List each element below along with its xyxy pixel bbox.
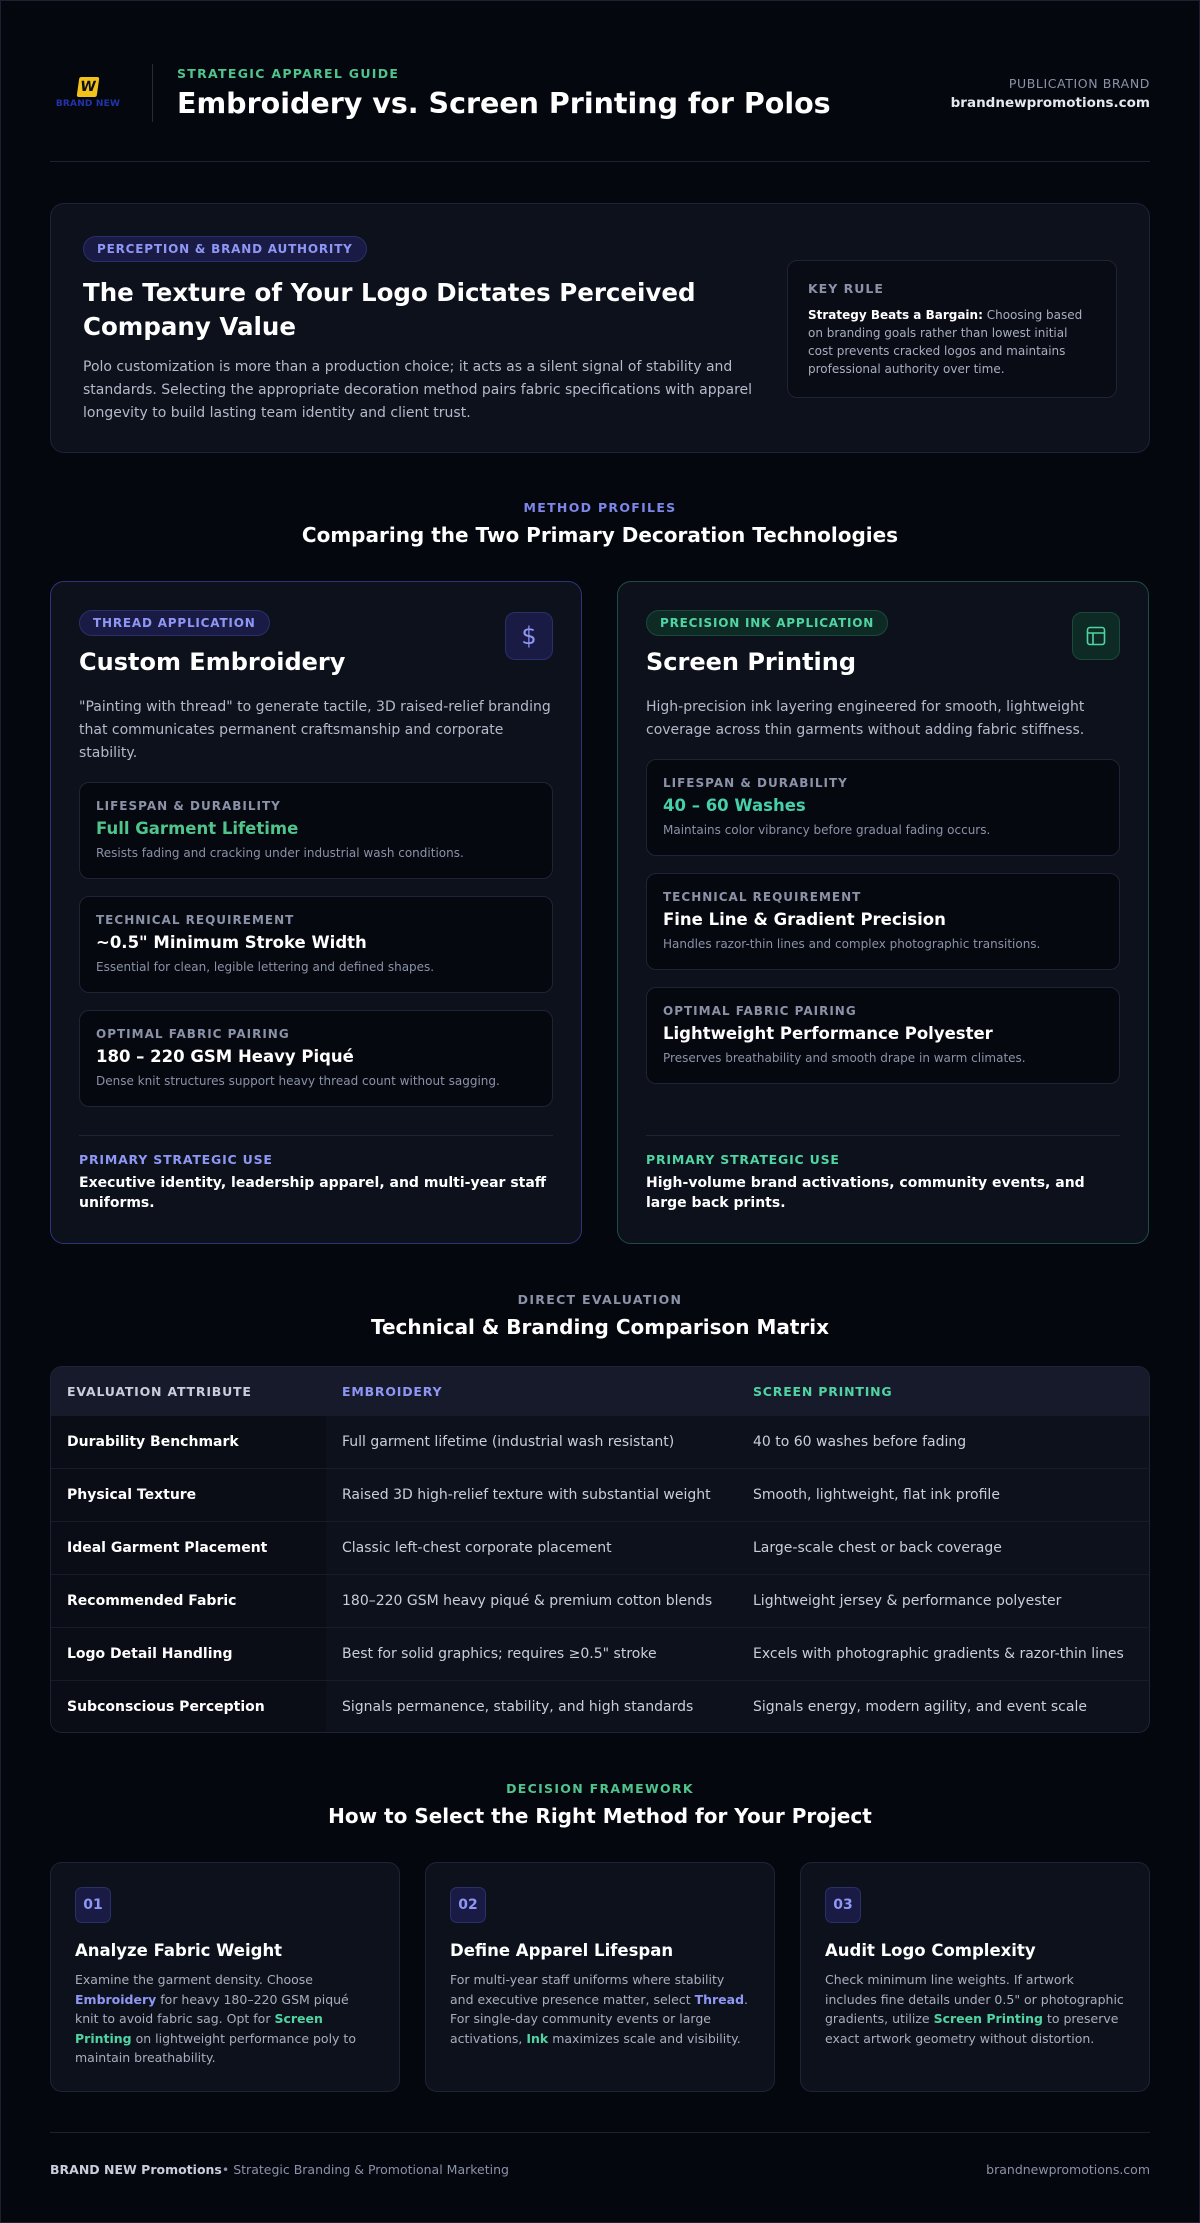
key-rule-text [808, 306, 1096, 378]
screen-spec-lifespan [646, 759, 1120, 856]
step-title: Audit Logo Complexity [825, 1941, 1036, 1960]
spec-note: Essential for clean, legible lettering and defined shapes. [96, 960, 435, 974]
table-cell: Excels with photographic gradients & razor-thin lines [753, 1646, 1124, 1662]
primary-use-value: Executive identity, leadership apparel, and multi-year staff uniforms. [79, 1175, 547, 1211]
table-row [51, 1415, 1149, 1468]
step-card-fabric-weight [50, 1862, 400, 2092]
embroidery-primary-use [79, 1135, 553, 1213]
highlight-thread: Thread [694, 1991, 745, 2007]
spec-value: ~0.5" Minimum Stroke Width [96, 933, 367, 952]
hero-card [50, 203, 1150, 453]
screen-spec-technical [646, 873, 1120, 970]
table-header-row [51, 1367, 1149, 1415]
highlight-screen-printing: Screen Printing [75, 2011, 323, 2046]
table-row [51, 1627, 1149, 1680]
footer-divider [50, 2132, 1150, 2133]
header-divider [152, 64, 153, 122]
header-divider-line [50, 161, 1150, 162]
step-text: Check minimum line weights. If artwork includes fine details under 0.5" or photographic gradients, utilize [825, 1972, 1124, 2026]
page-header [50, 58, 1150, 128]
screen-printing-title: Screen Printing [646, 648, 857, 676]
step-description [825, 1970, 1125, 2048]
primary-use-value: High-volume brand activations, community events, and large back prints. [646, 1175, 1085, 1211]
matrix-heading [50, 1292, 1150, 1339]
publication-site-link[interactable]: brandnewpromotions.com [950, 94, 1150, 111]
footer-brand: BRAND NEW Promotions [50, 2161, 222, 2177]
screen-spec-fabric [646, 987, 1120, 1084]
step-number: 03 [825, 1887, 861, 1923]
step-text: on lightweight performance poly to maintain breathability. [75, 2030, 356, 2065]
spec-label: TECHNICAL REQUIREMENT [663, 890, 862, 904]
primary-use-label: PRIMARY STRATEGIC USE [79, 1152, 273, 1167]
table-cell: Smooth, lightweight, flat ink profile [753, 1487, 1000, 1503]
step-title: Analyze Fabric Weight [75, 1941, 283, 1960]
profiles-kicker: METHOD PROFILES [523, 500, 677, 515]
table-cell: Ideal Garment Placement [51, 1522, 326, 1574]
table-cell: Classic left-chest corporate placement [342, 1540, 612, 1556]
highlight-embroidery: Embroidery [75, 1991, 157, 2007]
key-rule-box [787, 260, 1117, 398]
step-description [75, 1970, 375, 2068]
step-card-logo-complexity [800, 1862, 1150, 2092]
embroidery-description: "Painting with thread" to generate tactile, 3D raised-relief branding that communicates permanent craftsmanship and corporate stability. [79, 699, 551, 761]
spec-label: LIFESPAN & DURABILITY [96, 799, 281, 813]
step-number: 01 [75, 1887, 111, 1923]
header-kicker: STRATEGIC APPAREL GUIDE [177, 66, 400, 81]
step-card-apparel-lifespan [425, 1862, 775, 2092]
step-title: Define Apparel Lifespan [450, 1941, 674, 1960]
table-row [51, 1680, 1149, 1733]
spec-note: Handles razor-thin lines and complex photographic transitions. [663, 937, 1041, 951]
hero-badge: PERCEPTION & BRAND AUTHORITY [83, 236, 367, 262]
step-text: Examine the garment density. Choose [75, 1972, 314, 1987]
spec-note: Maintains color vibrancy before gradual fading occurs. [663, 823, 991, 837]
spec-label: OPTIMAL FABRIC PAIRING [663, 1004, 857, 1018]
spec-value: 180 – 220 GSM Heavy Piqué [96, 1047, 354, 1066]
table-cell: Durability Benchmark [51, 1416, 326, 1468]
column-header: EMBROIDERY [342, 1383, 443, 1399]
hero-body: Polo customization is more than a production choice; it acts as a silent signal of stability and standards. Selecting the appropriate decoration method pairs fabric specifications with apparel longevity to build lasting team identity and client trust. [83, 359, 753, 421]
table-cell: Full garment lifetime (industrial wash resistant) [342, 1434, 675, 1450]
table-cell: Large-scale chest or back coverage [753, 1540, 1002, 1556]
spec-value: Fine Line & Gradient Precision [663, 910, 946, 929]
highlight-ink: Ink [526, 2030, 549, 2046]
step-text: For multi-year staff uniforms where stability and executive presence matter, select [450, 1972, 725, 2007]
framework-kicker: DECISION FRAMEWORK [506, 1781, 694, 1796]
table-cell: Best for solid graphics; requires ≥0.5" stroke [342, 1646, 657, 1662]
spec-value: Full Garment Lifetime [96, 819, 299, 838]
table-row [51, 1468, 1149, 1521]
table-cell: Subconscious Perception [51, 1681, 326, 1733]
embroidery-badge: THREAD APPLICATION [79, 610, 270, 636]
screen-printing-badge: PRECISION INK APPLICATION [646, 610, 888, 636]
framework-heading [50, 1781, 1150, 1828]
hero-content [83, 236, 763, 425]
publication-brand [951, 76, 1150, 111]
profiles-title: Comparing the Two Primary Decoration Technologies [301, 523, 899, 547]
spec-label: OPTIMAL FABRIC PAIRING [96, 1027, 290, 1041]
step-text: . For single-day community events or large activations, [450, 1991, 749, 2046]
matrix-title: Technical & Branding Comparison Matrix [370, 1315, 830, 1339]
step-text: to preserve exact artwork geometry without distortion. [825, 2011, 1119, 2046]
key-rule-lead: Strategy Beats a Bargain: [808, 308, 983, 322]
spec-label: TECHNICAL REQUIREMENT [96, 913, 295, 927]
table-cell: Raised 3D high-relief texture with substantial weight [342, 1487, 711, 1503]
table-cell: Signals energy, modern agility, and event scale [753, 1699, 1087, 1715]
screen-printing-primary-use [646, 1135, 1120, 1213]
spec-note: Resists fading and cracking under industrial wash conditions. [96, 846, 464, 860]
header-titles [177, 66, 831, 120]
embroidery-spec-lifespan [79, 782, 553, 879]
spec-value: 40 – 60 Washes [663, 796, 806, 815]
profiles-heading [50, 500, 1150, 547]
table-cell: Recommended Fabric [51, 1575, 326, 1627]
footer-tagline: • Strategic Branding & Promotional Marketing [221, 2161, 509, 2177]
column-header: EVALUATION ATTRIBUTE [67, 1383, 252, 1399]
table-cell: Logo Detail Handling [51, 1628, 326, 1680]
matrix-kicker: DIRECT EVALUATION [517, 1292, 683, 1307]
column-header: SCREEN PRINTING [753, 1383, 893, 1399]
comparison-table [50, 1366, 1150, 1733]
table-cell: Physical Texture [51, 1469, 326, 1521]
table-cell: Signals permanence, stability, and high standards [342, 1699, 694, 1715]
table-cell: 180–220 GSM heavy piqué & premium cotton blends [342, 1593, 713, 1609]
spec-value: Lightweight Performance Polyester [663, 1024, 993, 1043]
screen-printing-card [617, 581, 1149, 1244]
brand-logo[interactable] [50, 67, 126, 119]
spec-note: Preserves breathability and smooth drape in warm climates. [663, 1051, 1026, 1065]
logo-text: BRAND NEW [55, 99, 121, 109]
embroidery-card [50, 581, 582, 1244]
table-row [51, 1521, 1149, 1574]
table-cell: Lightweight jersey & performance polyester [753, 1593, 1062, 1609]
step-number: 02 [450, 1887, 486, 1923]
logo-mark: W [77, 77, 100, 97]
spec-note: Dense knit structures support heavy thread count without sagging. [96, 1074, 500, 1088]
page-footer [50, 2159, 1150, 2179]
highlight-screen-printing: Screen Printing [933, 2011, 1043, 2026]
embroidery-spec-fabric [79, 1010, 553, 1107]
step-description [450, 1970, 750, 2048]
hero-title: The Texture of Your Logo Dictates Perceived Company Value [83, 278, 696, 341]
key-rule-body: Choosing based on branding goals rather than lowest initial cost prevents cracked logos and maintains professional authority over time. [808, 308, 1083, 376]
table-cell: 40 to 60 washes before fading [753, 1434, 967, 1450]
embroidery-title: Custom Embroidery [79, 648, 346, 676]
step-text: for heavy 180–220 GSM piqué knit to avoid fabric sag. Opt for [75, 1991, 349, 2026]
step-text: maximizes scale and visibility. [548, 2030, 741, 2046]
framework-title: How to Select the Right Method for Your Project [328, 1804, 872, 1828]
primary-use-label: PRIMARY STRATEGIC USE [646, 1152, 840, 1167]
layout-icon [1072, 612, 1120, 660]
embroidery-spec-technical [79, 896, 553, 993]
publication-label: PUBLICATION BRAND [1008, 75, 1150, 91]
spec-label: LIFESPAN & DURABILITY [663, 776, 848, 790]
footer-site-link[interactable]: brandnewpromotions.com [986, 2161, 1150, 2177]
table-row [51, 1574, 1149, 1627]
dollar-icon: $ [505, 612, 553, 660]
key-rule-label: KEY RULE [808, 281, 884, 296]
screen-printing-description: High-precision ink layering engineered for smooth, lightweight coverage across thin garments without adding fabric stiffness. [646, 699, 1085, 738]
page-title: Embroidery vs. Screen Printing for Polos [177, 87, 831, 120]
